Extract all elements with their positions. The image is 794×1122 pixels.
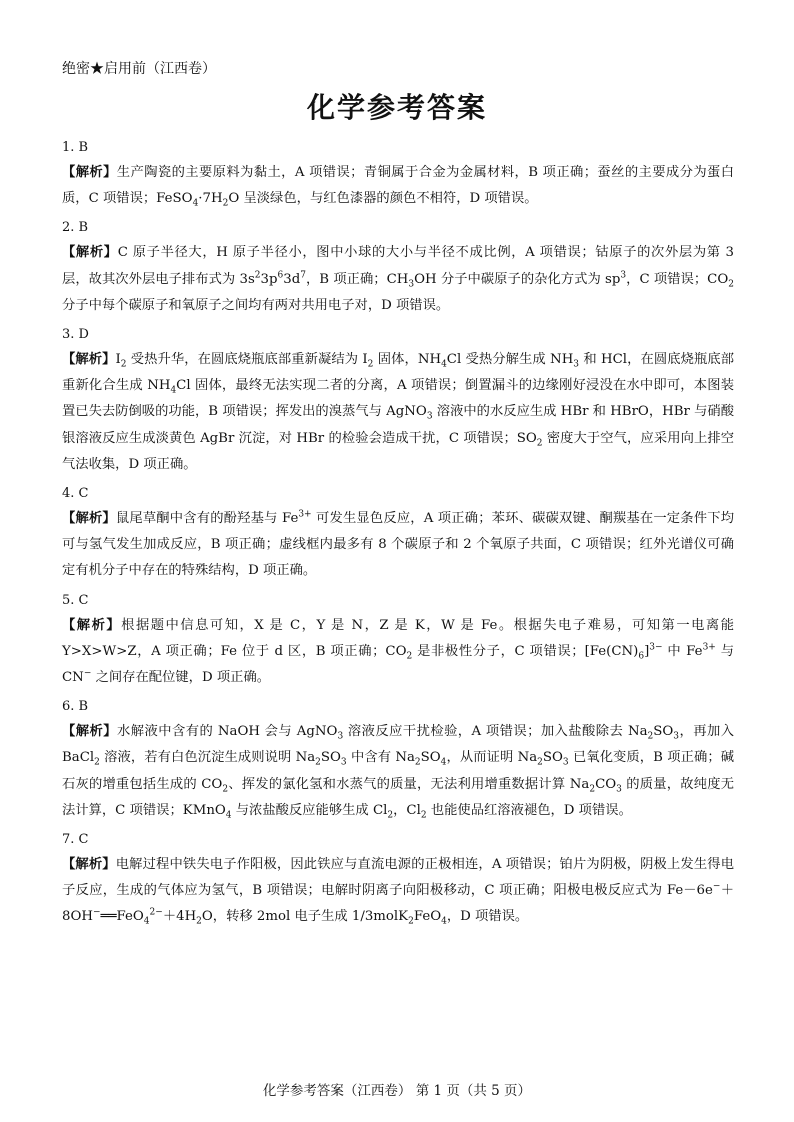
answer-item-5: [62, 589, 734, 692]
question-number: 5. C: [62, 592, 89, 608]
question-number: 4. C: [62, 486, 89, 502]
analysis-text: 【解析】根据题中信息可知，X 是 C，Y 是 N，Z 是 K，W 是 Fe。根据失电子难易，可知第一电离能 Y>X>W>Z，A 项正确；Fe 位于 d 区，B 项正确；$CO_2$ 是非极性分子，C 项错误；$[Fe(CN)_6]^{3-}$ 中 $Fe^{3+}$ 与 CN− 之间存在配位键，D 项正确。: [62, 617, 735, 686]
answer-item-2: [62, 216, 734, 319]
page-title: 化学参考答案: [306, 91, 487, 124]
answer-list: [62, 136, 734, 935]
question-number: 1. B: [62, 140, 89, 155]
page-footer: 化学参考答案（江西卷） 第 1 页（共 5 页）: [262, 1083, 532, 1099]
analysis-text: 【解析】水解液中含有的 NaOH 会与 AgNO$_3$ 溶液反应干扰检验，A 项错误；加入盐酸除去 $Na_2SO_3$，再加入 BaCl$_2$ 溶液，若有白色沉淀生成则说明 $Na_2SO_3$ 中含有 $Na_2SO_4$，从而证明 $Na_2SO_3$ 已氧化变质，B 项正确；碱石灰的增重包括生成的 $CO_2$、挥发的氯化氢和水蒸气的质量，无法利用增重数据计算 $Na_2CO_3$ 的质量，故纯度无法计算，C 项错误；KMnO$_4$ 与浓盐酸反应能够生成 $Cl_2$，$Cl_2$ 也能使品红溶液褪色，D 项错误。: [62, 724, 734, 821]
analysis-text: 【解析】生产陶瓷的主要原料为黏土，A 项错误；青铜属于合金为金属材料，B 项正确；蚕丝的主要成分为蛋白质，C 项错误；$FeSO_4\cdot 7H_2O$ 呈淡绿色，与红色漆器的颜色不相符，D 项错误。: [62, 165, 735, 209]
answer-item-7: [62, 828, 734, 931]
analysis-text: 【解析】$I_2$ 受热升华，在圆底烧瓶底部重新凝结为 $I_2$ 固体，$NH_4Cl$ 受热分解生成 $NH_3$ 和 HCl，在圆底烧瓶底部重新化合生成 $NH_4Cl$ 固体，最终无法实现二者的分离，A 项错误；倒置漏斗的边缘刚好浸没在水中即可，本图装置已失去防倒吸的功能，B 项错误；挥发出的溴蒸气与 AgNO$_3$ 溶液中的水反应生成 HBr 和 HBrO，HBr 与硝酸银溶液反应生成淡黄色 AgBr 沉淀，对 HBr 的检验会造成干扰，C 项错误；$SO_2$ 密度大于空气，应采用向上排空气法收集，D 项正确。: [62, 352, 735, 472]
answer-item-6: [62, 695, 734, 824]
analysis-text: 【解析】C 原子半径大，H 原子半径小，图中小球的大小与半径不成比例，A 项错误；钴原子的次外层为第 3 层，故其次外层电子排布式为 $3s^23p^63d^7$，B 项正确；$CH_3OH$ 分子中碳原子的杂化方式为 $sp^3$，C 项错误；$CO_2$ 分子中每个碳原子和氧原子之间均有两对共用电子对，D 项错误。: [62, 245, 734, 313]
analysis-text: 【解析】鼠尾草酮中含有的酚羟基与 $Fe^{3+}$ 可发生显色反应，A 项正确；苯环、碳碳双键、酮羰基在一定条件下均可与氢气发生加成反应，B 项正确；虚线框内最多有 8 个碳原子和 2 个氧原子共面，C 项错误；红外光谱仪可确定有机分子中存在的特殊结构，D 项正确。: [62, 509, 734, 579]
question-number: 7. C: [62, 832, 89, 848]
question-number: 6. B: [62, 699, 89, 715]
question-number: 2. B: [62, 220, 89, 236]
question-number: 3. D: [62, 327, 89, 343]
answer-item-3: [62, 323, 734, 478]
answer-item-1: [62, 136, 734, 212]
analysis-text: 【解析】电解过程中铁失电子作阳极，因此铁应与直流电源的正极相连，A 项错误；铂片为阴极，阴极上发生得电子反应，生成的气体应为氢气，B 项错误；电解时阴离子向阳极移动，C 项正确；阳极电极反应式为 $Fe-6e^-+8OH^-══FeO_4^{2-}+4H_2O$，转移 2mol 电子生成 1/3molK$_2$FeO$_4$，D 项错误。: [62, 857, 735, 928]
answer-item-4: [62, 482, 734, 585]
confidential-header: 绝密★启用前（江西卷）: [62, 61, 216, 77]
